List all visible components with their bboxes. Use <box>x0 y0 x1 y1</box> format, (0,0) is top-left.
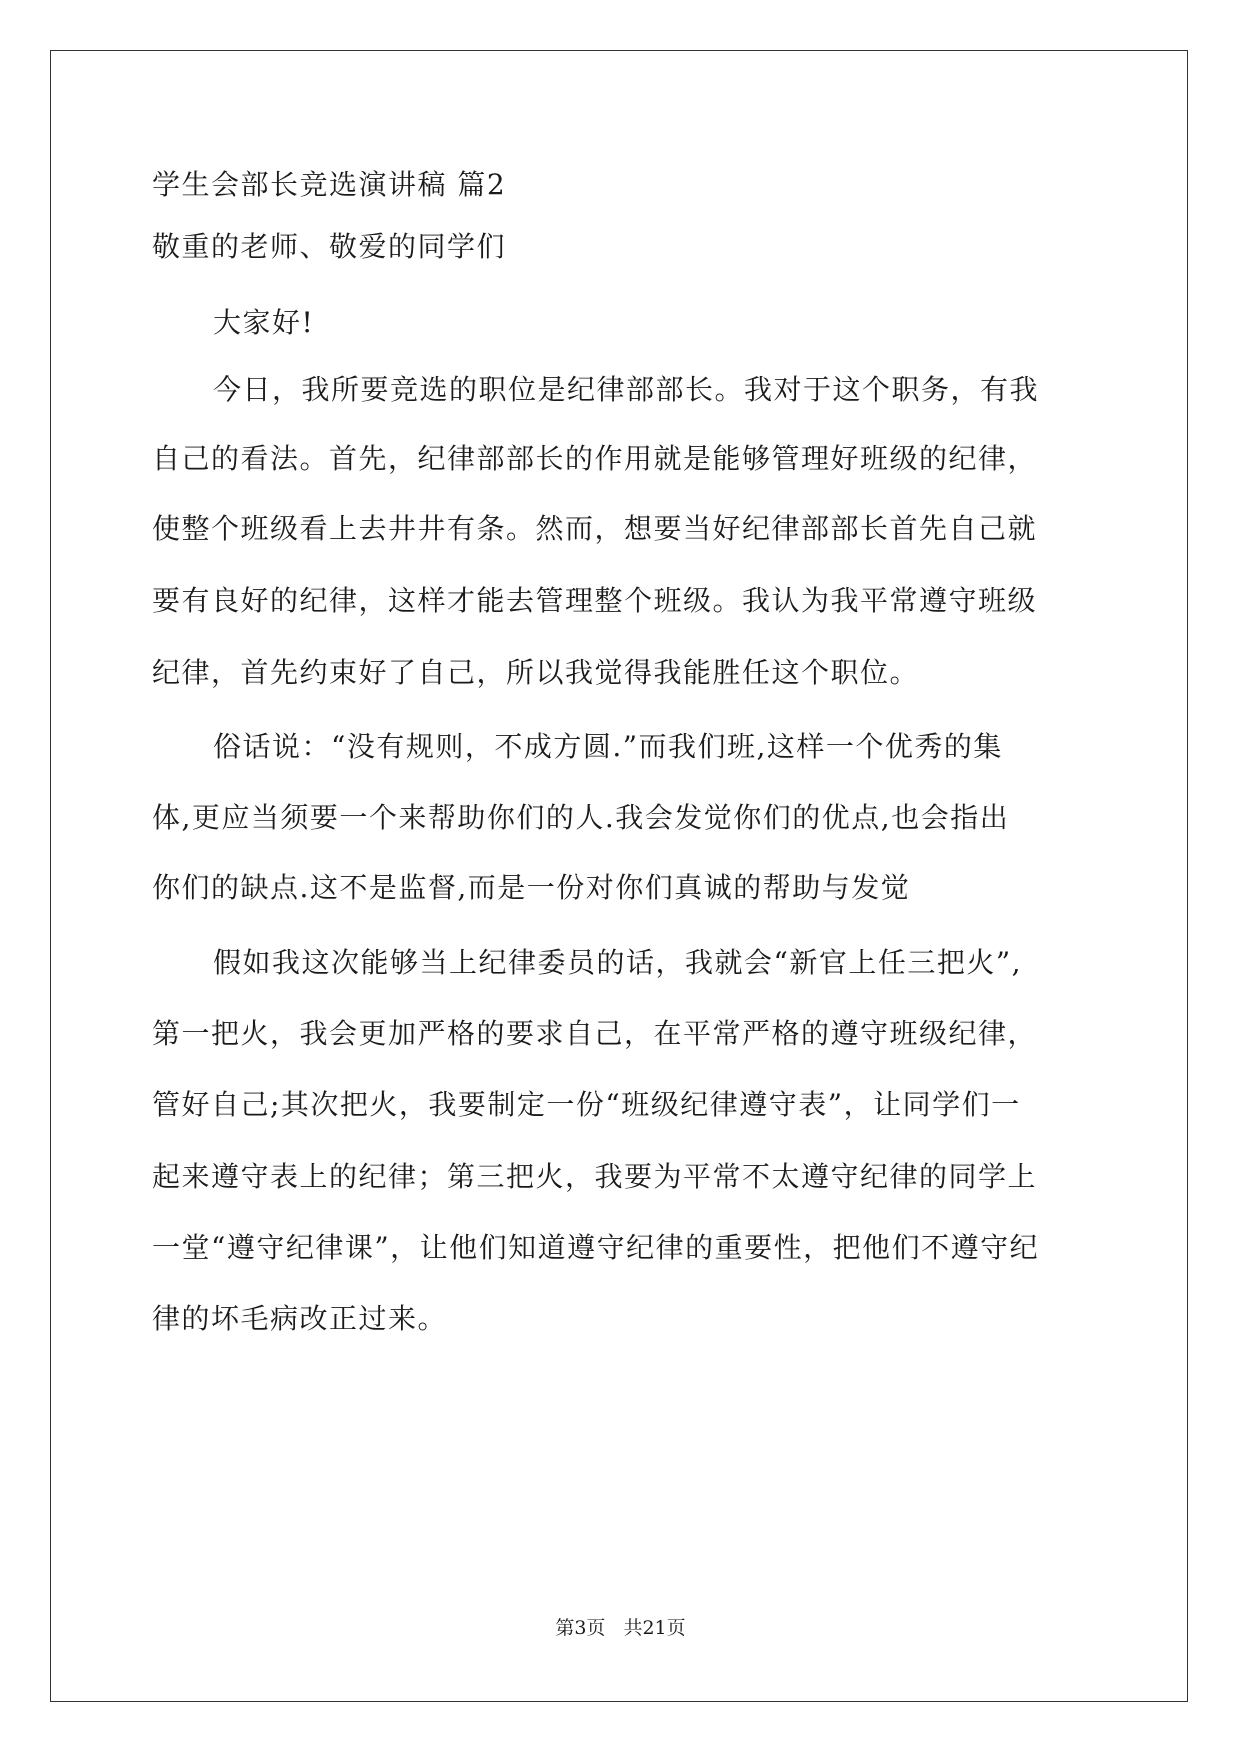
paragraph-line: 纪律，首先约束好了自己，所以我觉得我能胜任这个职位。 <box>152 656 920 689</box>
paragraph-line: 第一把火，我会更加严格的要求自己，在平常严格的遵守班级纪律， <box>152 1017 1038 1050</box>
paragraph-line: 起来遵守表上的纪律；第三把火，我要为平常不太遵守纪律的同学上 <box>152 1160 1038 1193</box>
page-total: 共21页 <box>623 1617 686 1639</box>
paragraph-line: 俗话说：“没有规则，不成方圆.”而我们班,这样一个优秀的集 <box>213 730 1003 763</box>
salutation: 敬重的老师、敬爱的同学们 <box>152 230 507 263</box>
paragraph-line: 使整个班级看上去井井有条。然而，想要当好纪律部部长首先自己就 <box>152 512 1038 545</box>
paragraph-line: 体,更应当须要一个来帮助你们的人.我会发觉你们的优点,也会指出 <box>152 801 1010 834</box>
paragraph-line: 管好自己;其次把火，我要制定一份“班级纪律遵守表”，让同学们一 <box>152 1088 1021 1121</box>
document-title: 学生会部长竞选演讲稿 篇2 <box>152 168 507 201</box>
greeting: 大家好! <box>213 306 315 339</box>
paragraph-line: 一堂“遵守纪律课”，让他们知道遵守纪律的重要性，把他们不遵守纪 <box>152 1231 1040 1264</box>
page-footer <box>0 1613 1241 1640</box>
paragraph-line: 今日，我所要竞选的职位是纪律部部长。我对于这个职务，有我 <box>213 373 1040 406</box>
page-number: 第3页 <box>555 1617 606 1639</box>
paragraph-line: 律的坏毛病改正过来。 <box>152 1302 448 1335</box>
paragraph-line: 自己的看法。首先，纪律部部长的作用就是能够管理好班级的纪律， <box>152 442 1038 475</box>
paragraph-line: 要有良好的纪律，这样才能去管理整个班级。我认为我平常遵守班级 <box>152 584 1038 617</box>
paragraph-line: 假如我这次能够当上纪律委员的话，我就会“新官上任三把火”, <box>213 946 1023 979</box>
paragraph-line: 你们的缺点.这不是监督,而是一份对你们真诚的帮助与发觉 <box>152 871 911 904</box>
